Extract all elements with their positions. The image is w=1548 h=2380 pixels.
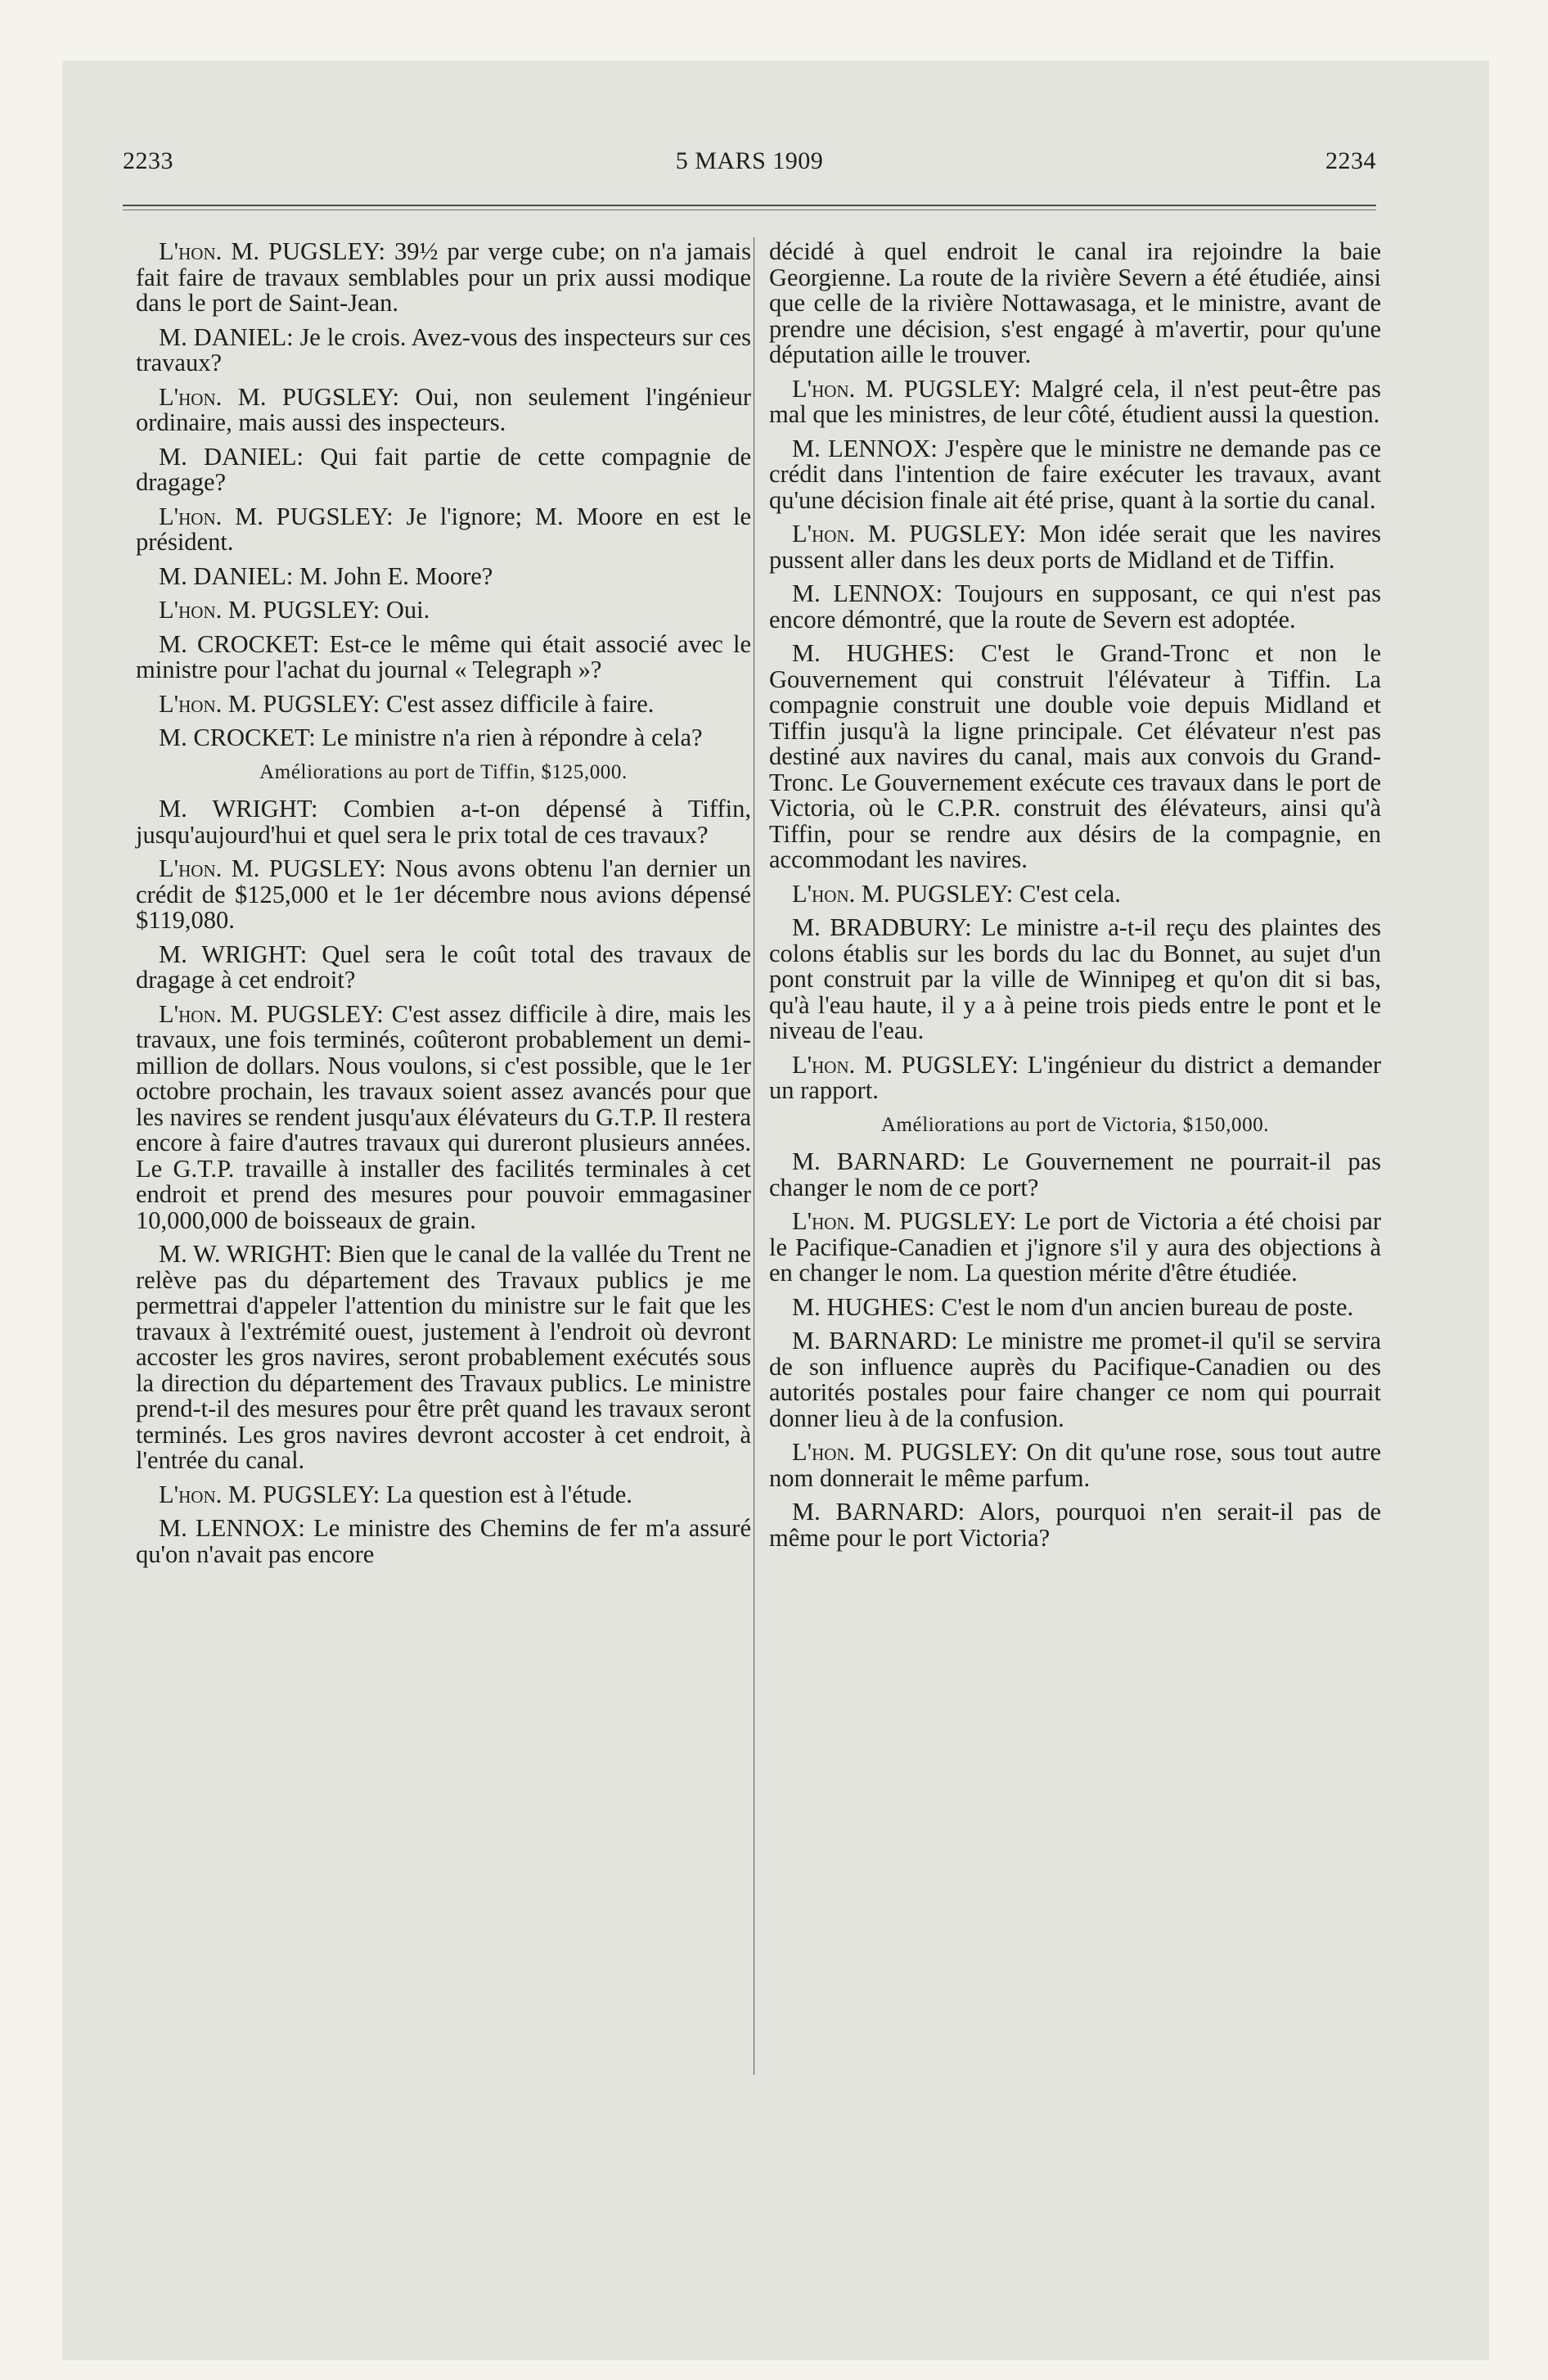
speaker-name: M. BARNARD:: [792, 1327, 958, 1355]
header-rule: [123, 205, 1376, 206]
speaker-name: M. HUGHES:: [792, 639, 955, 667]
speech-text: J'espère que le ministre ne demande pas ce crédit dans l'intention de faire exécuter les travaux, avant qu'une décision finale ait été prise, quant à la sortie du canal.: [769, 434, 1381, 514]
speaker-name: L'hon. M. PUGSLEY:: [159, 999, 384, 1028]
speaker-name: M. BARNARD:: [792, 1147, 966, 1175]
speech-text: Le ministre a-t-il reçu des plaintes des colons établis sur les bords du lac du Bonnet, au sujet d'un pont construit par la ville de Winnipeg et qu'on dit si bas, qu'à l'eau haute, il y a à peine trois pieds entre le pont et le niveau de l'eau.: [769, 913, 1382, 1044]
speech-paragraph: [136, 796, 751, 848]
speech-text: Combien a-t-on dépensé à Tiffin, jusqu'aujourd'hui et quel sera le prix total de ces travaux?: [136, 795, 752, 849]
speech-paragraph: [769, 1328, 1381, 1431]
right-column: [769, 239, 1381, 1559]
speech-text: Le port de Victoria a été choisi par le Pacifique-Canadien et j'ignore s'il y aura des objections à en changer le nom. La question mérite d'être étudiée.: [769, 1207, 1381, 1287]
speech-text: Le ministre des Chemins de fer m'a assuré qu'on n'avait pas encore: [136, 1514, 751, 1568]
speech-paragraph: [136, 942, 751, 994]
speaker-name: L'hon. M. PUGSLEY:: [792, 520, 1027, 548]
speech-text: On dit qu'une rose, sous tout autre nom donnerait le même parfum.: [769, 1438, 1382, 1492]
speech-text: Malgré cela, il n'est peut-être pas mal que les ministres, de leur côté, étudient aussi la question.: [769, 374, 1382, 428]
speech-text: M. John E. Moore?: [299, 561, 493, 590]
speaker-name: M. CROCKET:: [159, 629, 320, 658]
speech-paragraph: [769, 1050, 1382, 1104]
speech-paragraph: [136, 1482, 751, 1508]
speaker-name: L'hon. M. PUGSLEY:: [159, 1480, 380, 1508]
speech-paragraph: [769, 581, 1381, 633]
speech-text: Bien que le canal de la vallée du Trent ne relève pas du département des Travaux publics je me permettrai d'appeler l'attention du ministre sur le fait que les travaux à l'extrémité ouest, justement à l'endroit où devront accoster les gros navires, seront probablement exécutés sous la direction du département des Travaux publics. Le ministre prend-t-il des mesures pour être prêt quand les travaux seront terminés. Les gros navires devront accoster à cet endroit, à l'entrée du canal.: [136, 1240, 752, 1474]
page-header: [123, 147, 1376, 180]
speaker-name: M. LENNOX:: [792, 579, 943, 607]
speech-text: C'est assez difficile à faire.: [385, 689, 655, 718]
speaker-name: M. HUGHES:: [792, 1292, 935, 1321]
speech-paragraph: [136, 689, 751, 718]
speech-paragraph: [769, 915, 1381, 1044]
speech-text: C'est cela.: [1019, 879, 1121, 908]
speaker-name: L'hon. M. PUGSLEY:: [159, 502, 394, 530]
speaker-name: L'hon. M. PUGSLEY:: [792, 1207, 1017, 1235]
speech-text: Alors, pourquoi n'en serait-il pas de même pour le port Victoria?: [769, 1498, 1381, 1552]
speaker-name: M. DANIEL:: [159, 561, 294, 590]
speech-text: Quel sera le coût total des travaux de dragage à cet endroit?: [136, 940, 751, 994]
speech-paragraph: [769, 376, 1381, 428]
speech-text: 39½ par verge cube; on n'a jamais fait faire de travaux semblables pour un prix aussi modique dans le port de Saint-Jean.: [136, 237, 752, 317]
left-column: [136, 239, 751, 1575]
speech-paragraph: [136, 444, 751, 496]
speech-text: Oui.: [385, 596, 430, 624]
speech-text: C'est le nom d'un ancien bureau de poste.: [941, 1292, 1354, 1321]
speaker-name: M. LENNOX:: [159, 1514, 305, 1542]
speaker-name: L'hon. M. PUGSLEY:: [159, 854, 386, 882]
speech-text: Toujours en supposant, ce qui n'est pas encore démontré, que la route de Severn est adoptée.: [769, 579, 1381, 633]
page-date: 5 MARS 1909: [675, 147, 824, 174]
speech-paragraph: [136, 504, 751, 556]
speech-paragraph: [769, 1499, 1381, 1551]
speech-paragraph: [136, 322, 752, 376]
speaker-name: L'hon. M. PUGSLEY:: [792, 1050, 1019, 1079]
speech-paragraph: [769, 1149, 1381, 1201]
speech-text: Je le crois. Avez-vous des inspecteurs sur ces travaux?: [136, 322, 752, 376]
speaker-name: L'hon. M. PUGSLEY:: [159, 237, 385, 265]
speech-paragraph: [136, 725, 751, 751]
speech-paragraph: [136, 1242, 751, 1474]
speech-paragraph: [136, 1516, 751, 1567]
speaker-name: M. WRIGHT:: [159, 940, 308, 968]
speaker-name: M. LENNOX:: [792, 434, 938, 462]
speech-text: Oui, non seulement l'ingénieur ordinaire, mais aussi des inspecteurs.: [136, 382, 752, 436]
speaker-name: L'hon. M. PUGSLEY:: [792, 879, 1014, 908]
speaker-name: M. W. WRIGHT:: [159, 1240, 332, 1268]
speaker-name: L'hon. M. PUGSLEY:: [792, 374, 1021, 403]
page-number-left: 2233: [123, 147, 173, 174]
speech-paragraph: [769, 641, 1381, 873]
section-subheading: Améliorations au port de Tiffin, $125,000.: [259, 760, 628, 783]
speech-text: Mon idée serait que les navires pussent aller dans les deux ports de Midland et de Tiffin.: [769, 520, 1382, 574]
page-number-right: 2234: [1325, 147, 1376, 174]
speech-text: L'ingénieur du district a demander un rapport.: [769, 1050, 1382, 1104]
speaker-name: L'hon. M. PUGSLEY:: [159, 596, 380, 624]
speaker-name: M. CROCKET:: [159, 723, 316, 751]
speech-paragraph: [136, 597, 751, 624]
speech-text: C'est assez difficile à dire, mais les travaux, une fois terminés, coûteront probablement un demi-million de dollars. Nous voulons, si c'est possible, que le 1er octobre prochain, les travaux soient assez avancés pour que les navires se rendent jusqu'aux élévateurs du G.T.P. Il restera encore à faire d'autres travaux qui dureront plusieurs années. Le G.T.P. travaille à installer des facilités terminales à cet endroit et prend des mesures pour pouvoir emmagasiner 10,000,000 de boisseaux de grain.: [136, 999, 752, 1234]
speaker-name: M. DANIEL:: [159, 442, 304, 471]
speaker-name: M. BRADBURY:: [792, 913, 972, 941]
section-subheading: Améliorations au port de Victoria, $150,000.: [880, 1113, 1270, 1136]
speaker-name: M. BARNARD:: [792, 1498, 965, 1526]
speech-paragraph: [136, 239, 751, 317]
speaker-name: L'hon. M. PUGSLEY:: [792, 1438, 1018, 1466]
speech-paragraph: [769, 1209, 1381, 1287]
speech-text: Le ministre n'a rien à répondre à cela?: [322, 723, 703, 751]
speech-text: Qui fait partie de cette compagnie de dragage?: [136, 442, 752, 496]
speech-paragraph: [769, 1292, 1381, 1321]
continued-paragraph: décidé à quel endroit le canal ira rejoindre la baie Georgienne. La route de la rivière Severn a été étudiée, ainsi que celle de la rivière Nottawasaga, et le ministre, avant de prendre une décision, s'est engagé à m'avertir, pour qu'une députation aille le trouver.: [769, 237, 1381, 368]
speech-text: Le Gouvernement ne pourrait-il pas changer le nom de ce port?: [769, 1147, 1381, 1201]
speaker-name: M. DANIEL:: [159, 322, 294, 351]
speech-paragraph: [136, 856, 751, 934]
speaker-name: L'hon. M. PUGSLEY:: [159, 382, 399, 411]
speech-text: Je l'ignore; M. Moore en est le président.: [136, 502, 751, 556]
speech-text: La question est à l'étude.: [385, 1480, 632, 1508]
speech-text: C'est le Grand-Tronc et non le Gouvernement qui construit l'élévateur à Tiffin. La compagnie construit une double voie depuis Midland et Tiffin jusqu'à la ligne principale. Cet élévateur n'est pas destiné aux navires du canal, mais aux convois du Grand-Tronc. Le Gouvernement exécute ces travaux dans le port de Victoria, où le C.P.R. construit des élévateurs, ainsi qu'à Tiffin, pour se rendre aux désirs de la compagnie, en accommodant les navires.: [769, 639, 1381, 873]
speech-text: Nous avons obtenu l'an dernier un crédit de $125,000 et le 1er décembre nous avions dépensé $119,080.: [136, 854, 751, 934]
speaker-name: L'hon. M. PUGSLEY:: [159, 689, 380, 718]
speech-paragraph: [769, 1440, 1381, 1491]
speech-paragraph: [769, 436, 1381, 514]
speech-paragraph: [136, 561, 751, 590]
speech-paragraph: [769, 881, 1381, 908]
speech-text: Le ministre me promet-il qu'il se servira de son influence auprès du Pacifique-Canadien ou des autorités postales pour faire changer ce nom qui pourrait donner lieu à de la confusion.: [769, 1327, 1382, 1432]
speech-paragraph: [136, 629, 751, 683]
speech-paragraph: [136, 999, 752, 1234]
speaker-name: M. WRIGHT:: [159, 795, 318, 823]
speech-text: Est-ce le même qui était associé avec le ministre pour l'achat du journal « Telegraph »?: [136, 629, 751, 683]
speech-paragraph: [136, 382, 752, 436]
speech-paragraph: [769, 521, 1381, 573]
